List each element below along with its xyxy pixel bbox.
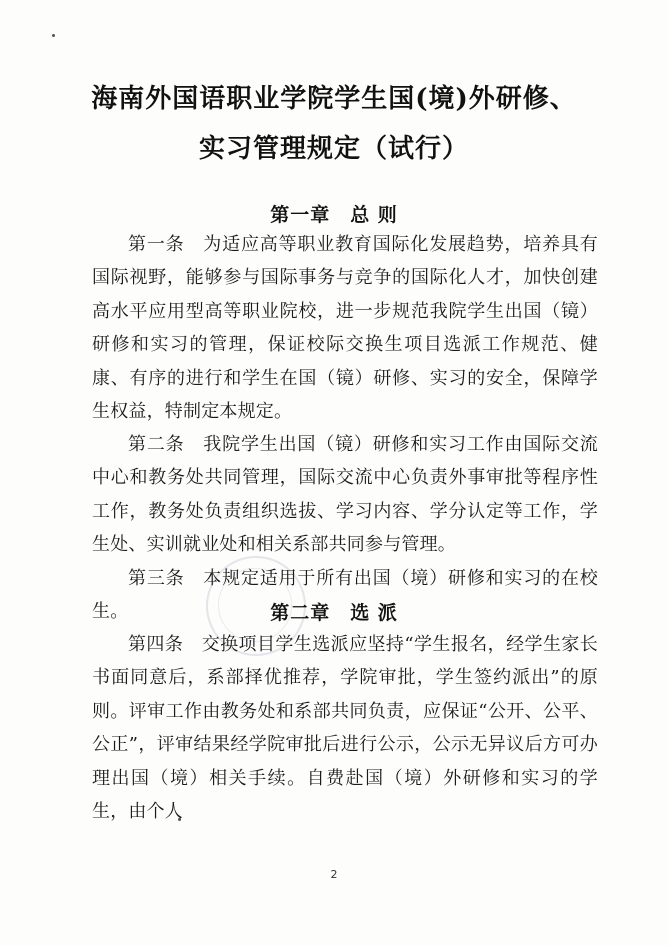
chapter-heading-general: 第一章 总 则	[270, 204, 398, 226]
article-3: 第三条 本规定适用于所有出国（境）研修和实习的在校生。	[92, 568, 598, 623]
article-2: 第二条 我院学生出国（镜）研修和实习工作由国际交流中心和教务处共同管理，国际交流中心负责外事审批等程序性工作，教务处负责组织选拔、学习内容、学分认定等工作，学生处、实训就业处和相关系部共同参与管理。	[92, 434, 598, 556]
document-title-line1: 海南外国语职业学院学生国(境)外研修、	[91, 84, 577, 114]
page-number: 2	[330, 868, 338, 881]
article-1: 第一条 为适应高等职业教育国际化发展趋势，培养具有国际视野，能够参与国际事务与竞争的国际化人才，加快创建高水平应用型高等职业院校，进一步规范我院学生出国（镜）研修和实习的管理，保证校际交换生项目选派工作规范、健康、有序的进行和学生在国（镜）研修、实习的安全，保障学生权益，特制定本规定。	[92, 234, 598, 423]
article-4: 第四条 交换项目学生选派应坚持“学生报名，经学生家长书面同意后，系部择优推荐，学院审批，学生签约派出”的原则。评审工作由教务处和系部共同负责，应保证“公开、公平、公正”，评审结果经学院审批后进行公示，公示无异议后方可办理出国（境）相关手续。自费赴国（境）外研修和实习的学生，由个人	[92, 634, 598, 823]
chapter-heading-selection: 第二章 选 派	[270, 602, 398, 624]
document-title-line2: 实习管理规定（试行）	[198, 134, 469, 164]
scan-speck	[52, 34, 55, 37]
